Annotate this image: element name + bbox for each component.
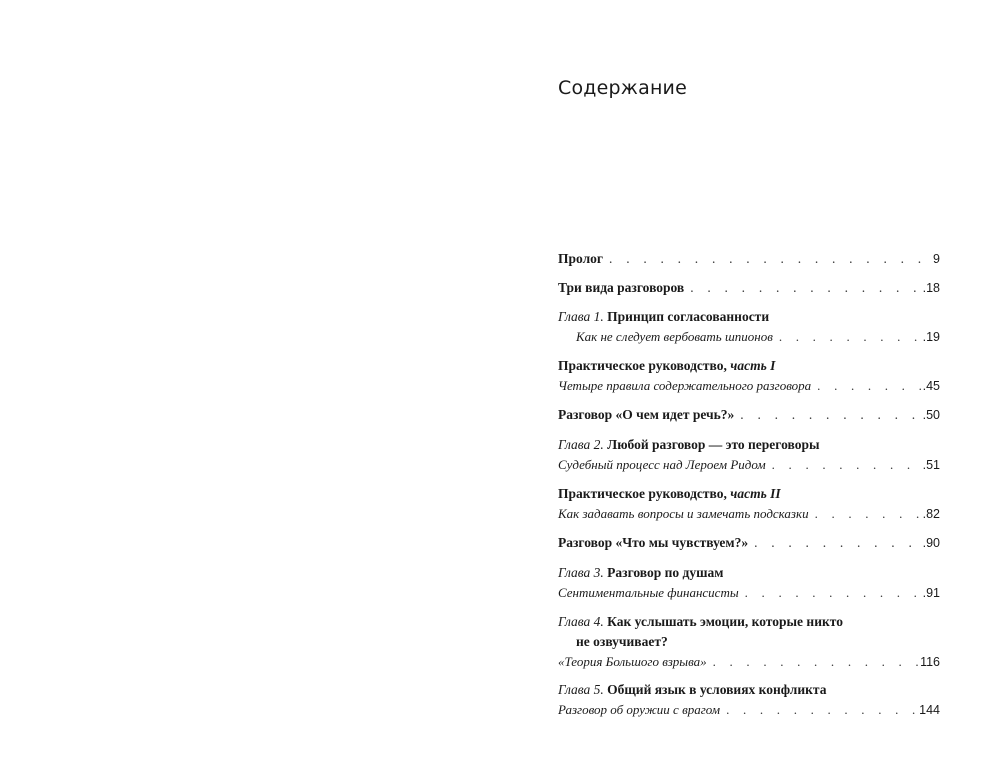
page-number: .50 [922,408,940,422]
page-title: Содержание [558,77,687,99]
dot-leader [726,700,917,720]
chapter-subtitle: «Теория Большого взрыва» [558,654,707,669]
toc-entry-chapter-4[interactable] [558,612,940,672]
chapter-title: Как услышать эмоции, которые никто [607,614,843,629]
chapter-title-continued: не озвучивает? [576,634,668,649]
chapter-subtitle: Судебный процесс над Лероем Ридом [558,457,766,472]
dot-leader [713,652,918,672]
dot-leader [779,327,921,347]
page-number: .51 [922,458,940,472]
chapter-subtitle: Сентиментальные финансисты [558,585,739,600]
page-number: .18 [922,281,940,295]
dot-leader [754,533,921,553]
dot-leader [817,376,920,396]
page-number: .19 [922,330,940,344]
page-number: 9 [933,252,940,266]
guide-title: Практическое руководство, [558,358,727,373]
toc-entry-title: Разговор «О чем идет речь?» [558,407,735,422]
toc-entry-three-kinds[interactable] [558,278,940,298]
toc-entry-guide-part-2[interactable] [558,484,940,524]
chapter-subtitle: Как не следует вербовать шпионов [576,329,773,344]
toc-entry-chapter-3[interactable] [558,563,940,603]
page-number: .91 [922,586,940,600]
guide-subtitle: Как задавать вопросы и замечать подсказки [558,506,809,521]
chapter-subtitle: Разговор об оружии с врагом [558,702,721,717]
toc-entry-title: Пролог [558,251,604,266]
page-number: .45 [922,379,940,393]
page-number: .82 [922,507,940,521]
chapter-prefix: Глава 3. [558,565,604,580]
chapter-prefix: Глава 1. [558,309,604,324]
chapter-prefix: Глава 4. [558,614,604,629]
chapter-prefix: Глава 5. [558,682,604,697]
guide-part: часть I [730,358,776,373]
toc-entry-chapter-5[interactable] [558,680,940,720]
guide-part: часть II [730,486,781,501]
toc-entry-guide-part-1[interactable] [558,356,940,396]
dot-leader [815,504,921,524]
dot-leader [745,583,921,603]
chapter-prefix: Глава 2. [558,437,604,452]
toc-entry-chapter-1[interactable] [558,307,940,347]
toc-entry-title: Разговор «Что мы чувствуем?» [558,535,749,550]
dot-leader [609,249,931,269]
guide-subtitle: Четыре правила содержательного разговора [558,378,812,393]
guide-title: Практическое руководство, [558,486,727,501]
chapter-title: Принцип согласованности [607,309,770,324]
page-number: .90 [922,536,940,550]
page-number: 144 [919,703,940,717]
dot-leader [740,405,920,425]
toc-entry-title: Три вида разговоров [558,280,685,295]
dot-leader [690,278,920,298]
toc-entry-chapter-2[interactable] [558,435,940,475]
toc-entry-prologue[interactable] [558,249,940,269]
dot-leader [772,455,921,475]
chapter-title: Любой разговор — это переговоры [607,437,820,452]
chapter-title: Общий язык в условиях конфликта [607,682,827,697]
toc-entry-feel[interactable] [558,533,940,553]
page-number: 116 [920,655,940,669]
chapter-title: Разговор по душам [607,565,724,580]
toc-entry-about[interactable] [558,405,940,425]
